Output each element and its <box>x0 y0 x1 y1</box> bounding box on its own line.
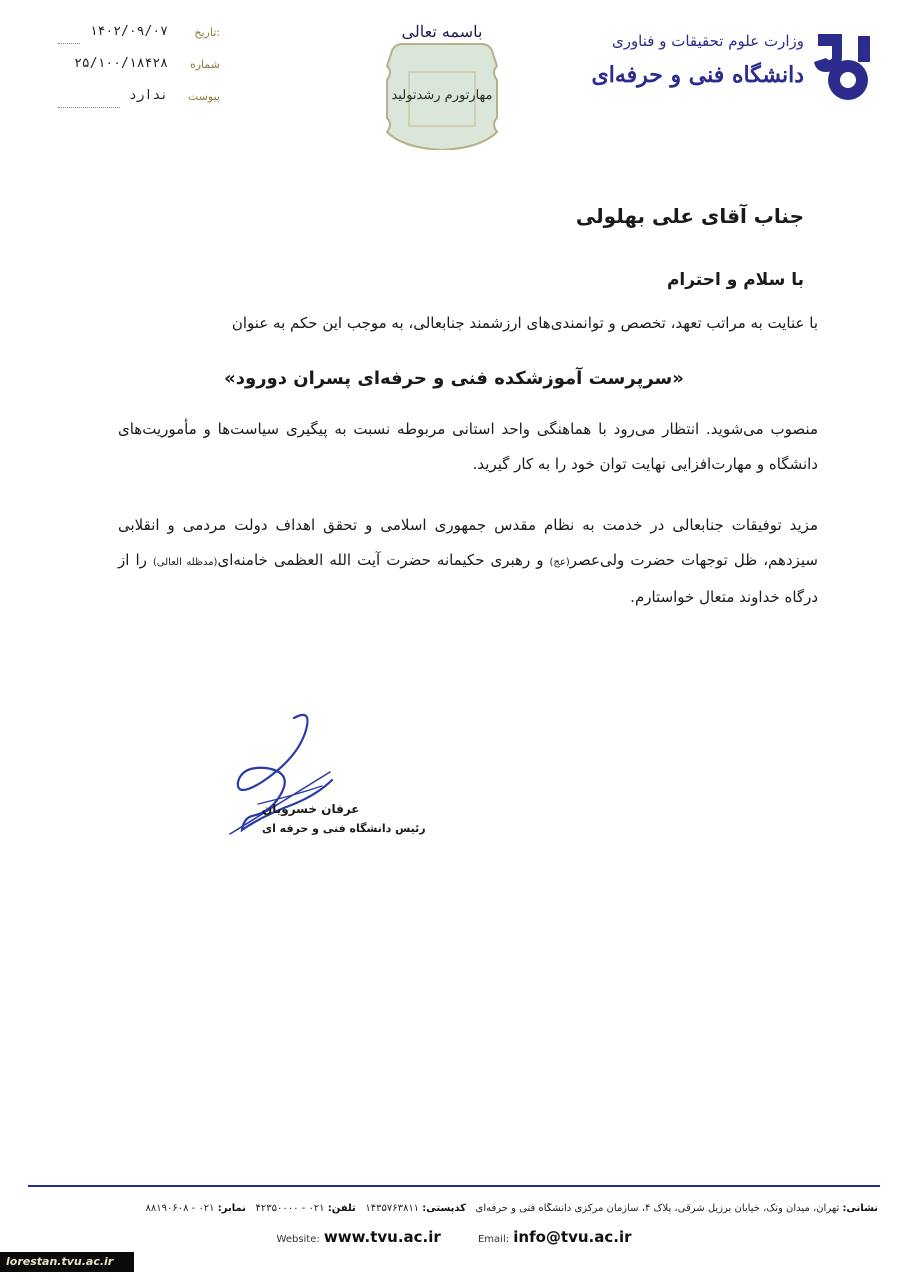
recipient: جناب آقای علی بهلولی <box>575 204 804 228</box>
email-link[interactable]: info@tvu.ac.ir <box>513 1228 632 1246</box>
phone-number: ۰۲۱ - ۴۲۳۵۰۰۰۰ <box>255 1203 325 1214</box>
closing-text-mz: (مدظله العالی) <box>152 557 218 568</box>
signer-title: رئیس دانشگاه فنی و حرفه ای <box>262 822 426 835</box>
phone-label: تلفن: <box>327 1203 356 1214</box>
university-name: دانشگاه فنی و حرفه‌ای <box>591 62 804 88</box>
address-label: نشانی: <box>842 1203 878 1214</box>
emblem <box>383 22 501 150</box>
ministry-name: وزارت علوم تحقیقات و فناوری <box>611 32 804 50</box>
date-underline <box>58 43 80 44</box>
website-link[interactable]: www.tvu.ac.ir <box>323 1228 441 1246</box>
closing-text-a: مزید توفیقات جنابعالی در خدمت به نظام مقدس جمهوری اسلامی و تحقق اهداف دولت مردمی و انقلابی سیزدهم، ظل توجهات حضرت ولی‌عصر <box>118 516 818 569</box>
university-logo <box>591 28 874 108</box>
postal-label: کدپستی: <box>422 1203 466 1214</box>
footer-divider <box>28 1185 880 1187</box>
closing-text-c: را از درگاه خداوند متعال خواستارم. <box>118 551 818 606</box>
emblem-top-text: باسمه تعالی <box>401 22 483 41</box>
attachment-value: ندارد <box>128 88 168 103</box>
email-label: Email: <box>477 1234 510 1245</box>
appointment-title: «سرپرست آموزشکده فنی و حرفه‌ای پسران دورود» <box>224 368 684 389</box>
fax-number: ۰۲۱ - ۸۸۱۹۰۶۰۸ <box>145 1203 215 1214</box>
website-label: Website: <box>276 1234 320 1245</box>
date-row <box>40 24 220 46</box>
closing-text-b: و رهبری حکیمانه حضرت آیت الله العظمی خامنه‌ای <box>217 551 550 569</box>
emblem-frame-icon <box>383 22 501 150</box>
signer-name: عرفان خسرویان <box>262 802 360 816</box>
duties-paragraph: منصوب می‌شوید. انتظار می‌رود با هماهنگی واحد استانی مربوطه نسبت به پیگیری سیاست‌ها و مأموریت‌های دانشگاه و مهارت‌افزایی نهایت توان خود را به کار گیرید. <box>118 420 818 473</box>
intro-paragraph: با عنایت به مراتب تعهد، تخصص و توانمندی‌های ارزشمند جنابعالی، به موجب این حکم به عنوان <box>231 314 818 332</box>
greeting: با سلام و احترام <box>666 270 804 290</box>
footer-web-line <box>0 1228 908 1246</box>
date-value: ۱۴۰۲/۰۹/۰۷ <box>89 24 168 39</box>
closing-paragraph <box>118 508 818 615</box>
footer-address-line <box>28 1203 878 1214</box>
attachment-row <box>40 88 220 110</box>
closing-text-ajj: (عج) <box>549 557 570 568</box>
number-row <box>40 56 220 78</box>
university-logo-icon <box>808 28 874 108</box>
postal-code: ۱۴۳۵۷۶۳۸۱۱ <box>365 1203 420 1214</box>
emblem-motto: مهارتورم رشدتولید <box>391 88 493 103</box>
source-badge: lorestan.tvu.ac.ir <box>0 1252 134 1272</box>
number-label: شماره <box>189 58 220 71</box>
number-value: ۲۵/۱۰۰/۱۸۴۲۸ <box>74 56 168 71</box>
address-text: تهران، میدان ونک، خیابان برزیل شرقی، پلاک ۴، سازمان مرکزی دانشگاه فنی و حرفه‌ای <box>475 1203 840 1214</box>
date-label: تاریخ: <box>194 26 220 39</box>
fax-label: نمابر: <box>217 1203 246 1214</box>
attachment-label: پیوست <box>187 90 220 103</box>
attachment-underline <box>58 107 120 108</box>
